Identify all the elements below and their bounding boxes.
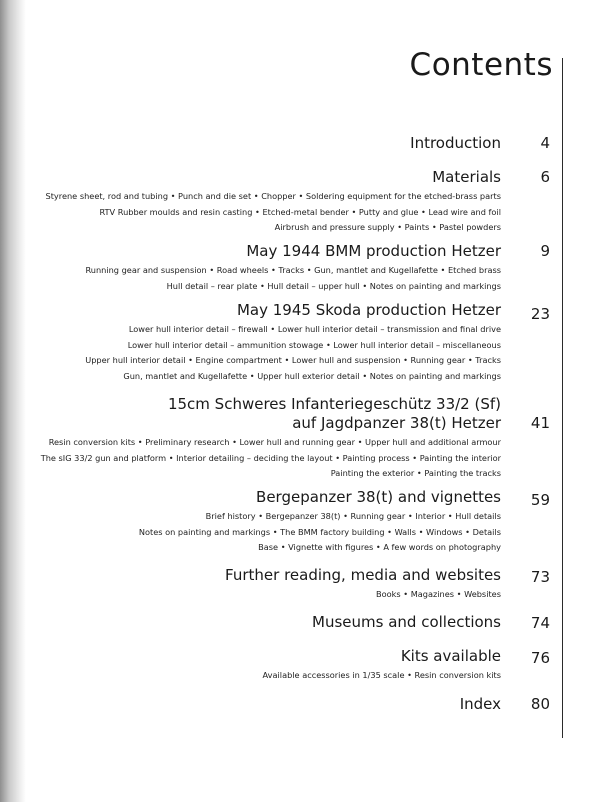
toc-details: Styrene sheet, rod and tubing • Punch and die set • Chopper • Soldering equipment for the etched-brass parts RTV Rubber moulds and resin casting • Etched-metal bender • Putty and glue • Lead wire and foil Airbrush and pressure supply • Paints • Pastel powders	[45, 191, 501, 232]
toc-entry-15cm-sig	[40, 395, 501, 482]
book-gutter-shadow	[0, 0, 26, 802]
toc-heading: 15cm Schweres Infanteriegeschütz 33/2 (Sf) auf Jagdpanzer 38(t) Hetzer	[167, 395, 501, 432]
toc-page-number: 76	[530, 649, 550, 667]
toc-details: Available accessories in 1/35 scale • Resin conversion kits	[262, 670, 501, 680]
toc-page-number: 74	[530, 614, 550, 632]
toc-entry-may-1945	[40, 301, 501, 384]
toc-heading: Introduction	[410, 134, 501, 152]
toc-page-number: 80	[530, 695, 550, 713]
toc-page-number: 9	[540, 242, 550, 260]
toc-details: Books • Magazines • Websites	[376, 589, 501, 599]
toc-entry-index	[40, 695, 501, 714]
toc-page-number: 23	[530, 305, 550, 323]
toc-entry-introduction	[40, 134, 501, 153]
toc-page-number: 41	[530, 414, 550, 432]
toc-heading: Index	[459, 695, 501, 713]
toc-entry-museums	[40, 613, 501, 632]
toc-entry-kits-available	[40, 647, 501, 684]
toc-heading: May 1944 BMM production Hetzer	[246, 242, 501, 260]
toc-entry-bergepanzer	[40, 488, 501, 556]
page-edge-line	[562, 58, 563, 738]
toc-entry-further-reading	[40, 566, 501, 603]
toc-heading: May 1945 Skoda production Hetzer	[236, 301, 501, 319]
page-title: Contents	[409, 47, 553, 83]
toc-heading: Bergepanzer 38(t) and vignettes	[256, 488, 501, 506]
toc-heading: Museums and collections	[312, 613, 501, 631]
toc-heading: Kits available	[400, 647, 501, 665]
toc-page-number: 4	[540, 134, 550, 152]
toc-entry-may-1944	[40, 242, 501, 294]
toc-details: Running gear and suspension • Road wheels • Tracks • Gun, mantlet and Kugellafette • Etched brass Hull detail – rear plate • Hull detail – upper hull • Notes on painting and markings	[85, 265, 501, 291]
toc-heading: Further reading, media and websites	[225, 566, 501, 584]
toc-details: Brief history • Bergepanzer 38(t) • Running gear • Interior • Hull details Notes on painting and markings • The BMM factory building • Walls • Windows • Details Base • Vignette with figures • A few words on photography	[138, 511, 501, 552]
toc-page-number: 73	[530, 568, 550, 586]
toc-entry-materials	[40, 168, 501, 236]
toc-page-number: 6	[540, 168, 550, 186]
toc-details: Lower hull interior detail – firewall • Lower hull interior detail – transmission and final drive Lower hull interior detail – ammunition stowage • Lower hull interior detail – miscellaneous Upper hull interior detail • Engine compartment • Lower hull and suspension • Running gear • Tracks Gun, mantlet and Kugellafette • Upper hull exterior detail • Notes on painting and markings	[85, 324, 501, 381]
toc-details: Resin conversion kits • Preliminary research • Lower hull and running gear • Upper hull and additional armour The sIG 33/2 gun and platform • Interior detailing – deciding the layout • Painting process • Painting the interior Painting the exterior • Painting the tracks	[40, 437, 501, 478]
toc-heading: Materials	[432, 168, 501, 186]
toc-page-number: 59	[530, 491, 550, 509]
